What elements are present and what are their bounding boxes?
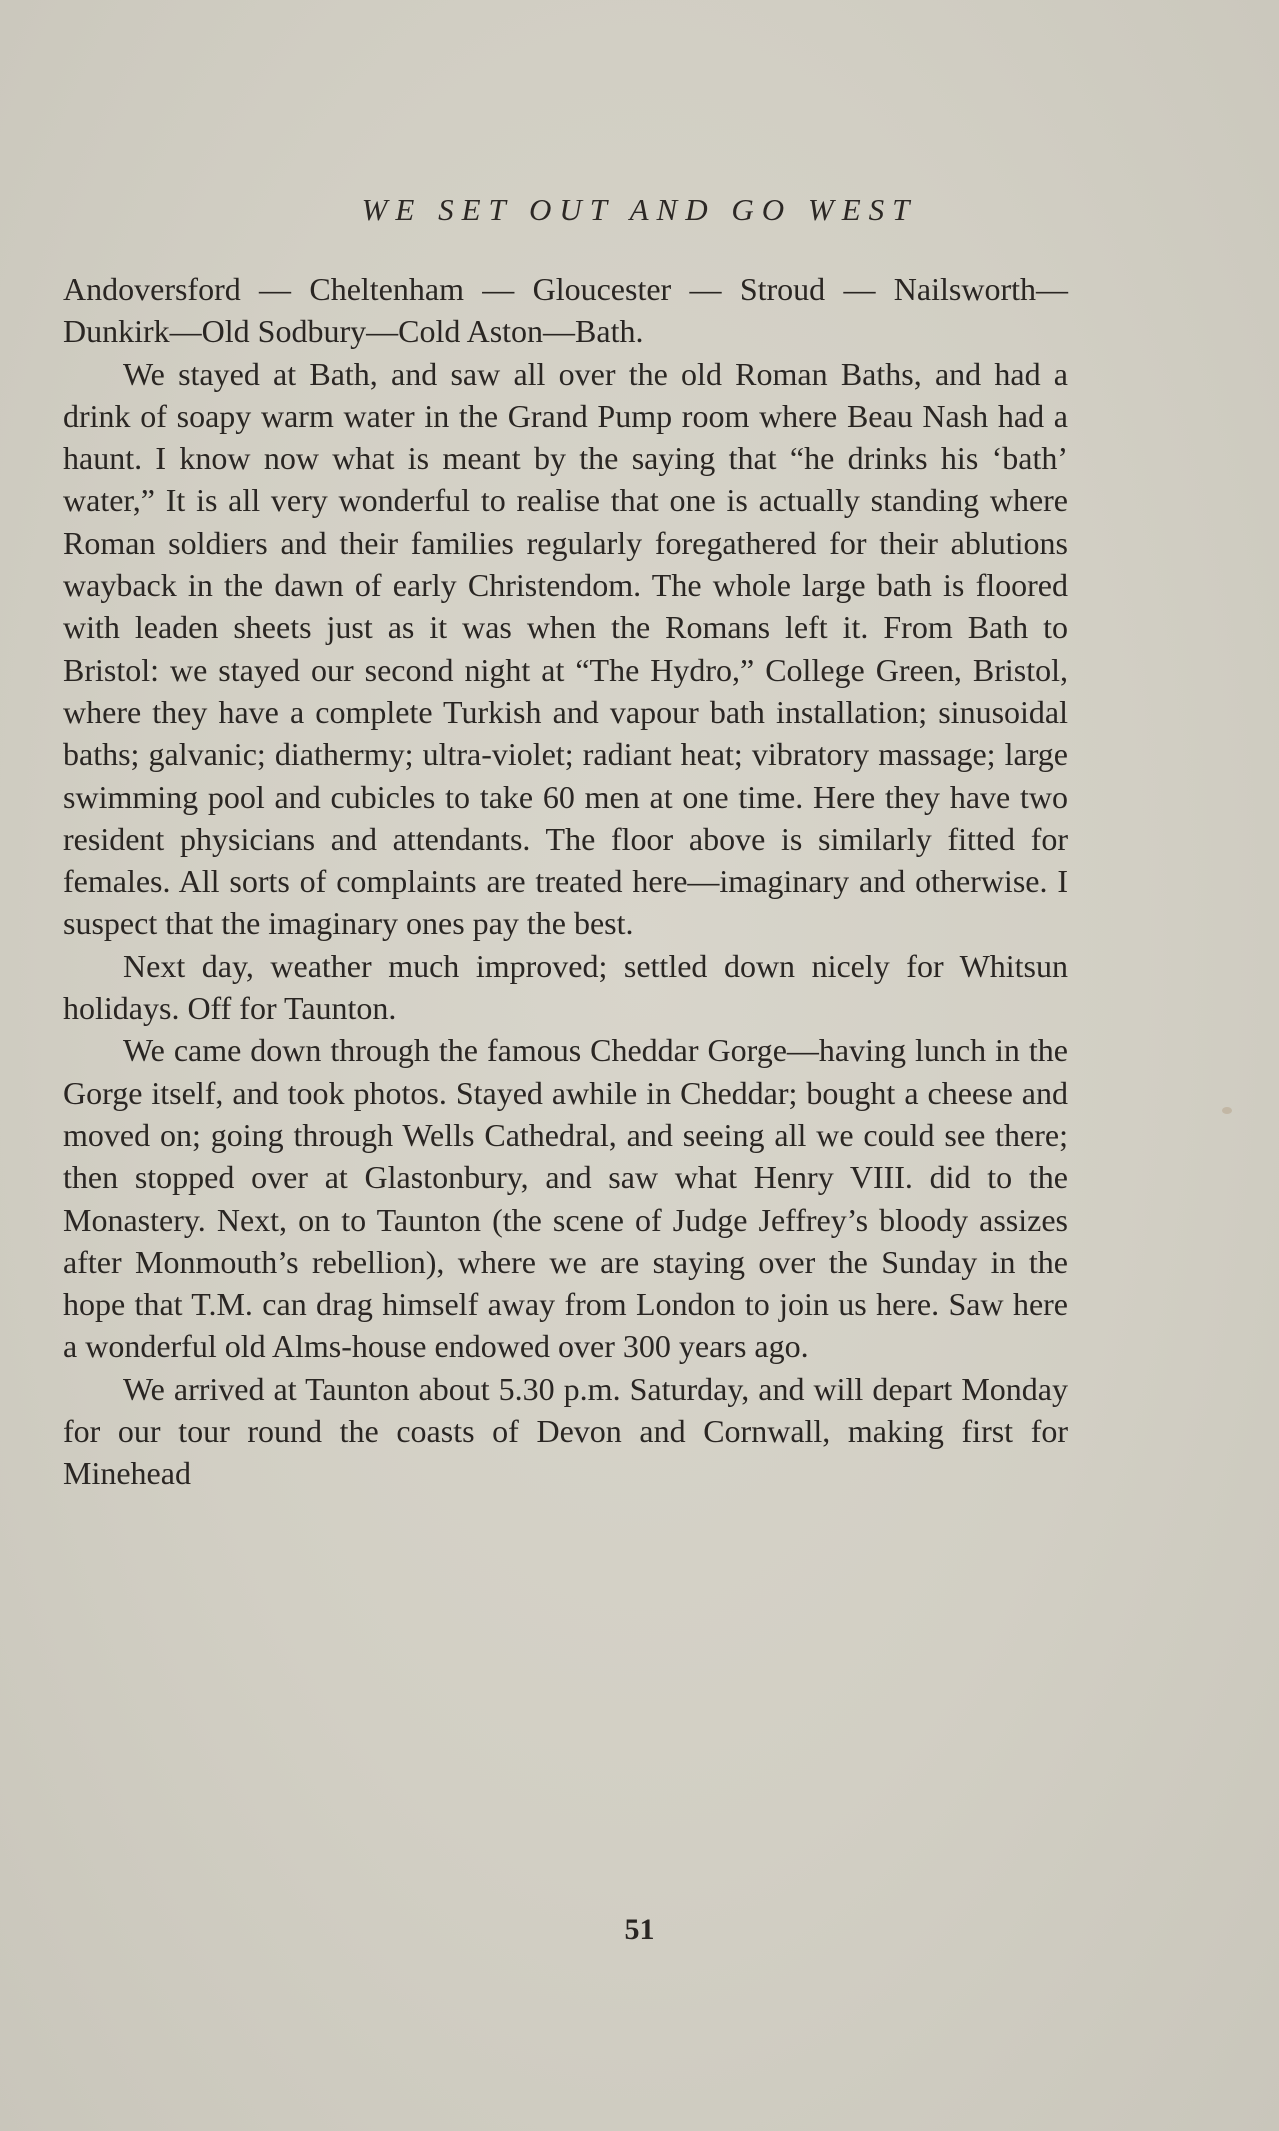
paragraph-route: Andoversford — Cheltenham — Gloucester — Stroud — Nailsworth—Dunkirk—Old Sodbury—Cold Aston—Bath. [63, 271, 1068, 350]
running-head: WE SET OUT AND GO WEST [361, 192, 918, 227]
body-text [63, 268, 1068, 1495]
page-number: 51 [624, 1913, 655, 1946]
paper-spot [1222, 1107, 1232, 1114]
paragraph-next-day: Next day, weather much improved; settled down nicely for Whitsun holidays. Off for Taunton. [63, 947, 1068, 1027]
paragraph-arrival: We arrived at Taunton about 5.30 p.m. Saturday, and will depart Monday for our tour round the coasts of Devon and Cornwall, making first for Minehead [63, 1370, 1068, 1492]
paragraph-bath-bristol: We stayed at Bath, and saw all over the old Roman Baths, and had a drink of soapy warm water in the Grand Pump room where Beau Nash had a haunt. I know now what is meant by the saying that “he drinks his ‘bath’ water,” It is all very wonderful to realise that one is actually standing where Roman soldiers and their families regularly foregathered for their ablutions wayback in the dawn of early Christendom. The whole large bath is floored with leaden sheets just as it was when the Romans left it. From Bath to Bristol: we stayed our second night at “The Hydro,” College Green, Bristol, where they have a complete Turkish and vapour bath installation; sinusoidal baths; galvanic; diathermy; ultra-violet; radiant heat; vibratory massage; large swimming pool and cubicles to take 60 men at one time. Here they have two resident physicians and attendants. The floor above is similarly fitted for females. All sorts of complaints are treated here—imaginary and otherwise. I suspect that the imaginary ones pay the best. [63, 355, 1068, 942]
paragraph-cheddar-taunton: We came down through the famous Cheddar Gorge—having lunch in the Gorge itself, and took photos. Stayed awhile in Cheddar; bought a cheese and moved on; going through Wells Cathedral, and seeing all we could see there; then stopped over at Glastonbury, and saw what Henry VIII. did to the Monastery. Next, on to Taunton (the scene of Judge Jeffrey’s bloody assizes after Monmouth’s rebellion), where we are staying over the Sunday in the hope that T.M. can drag himself away from London to join us here. Saw here a wonderful old Alms-house endowed over 300 years ago. [63, 1032, 1068, 1365]
